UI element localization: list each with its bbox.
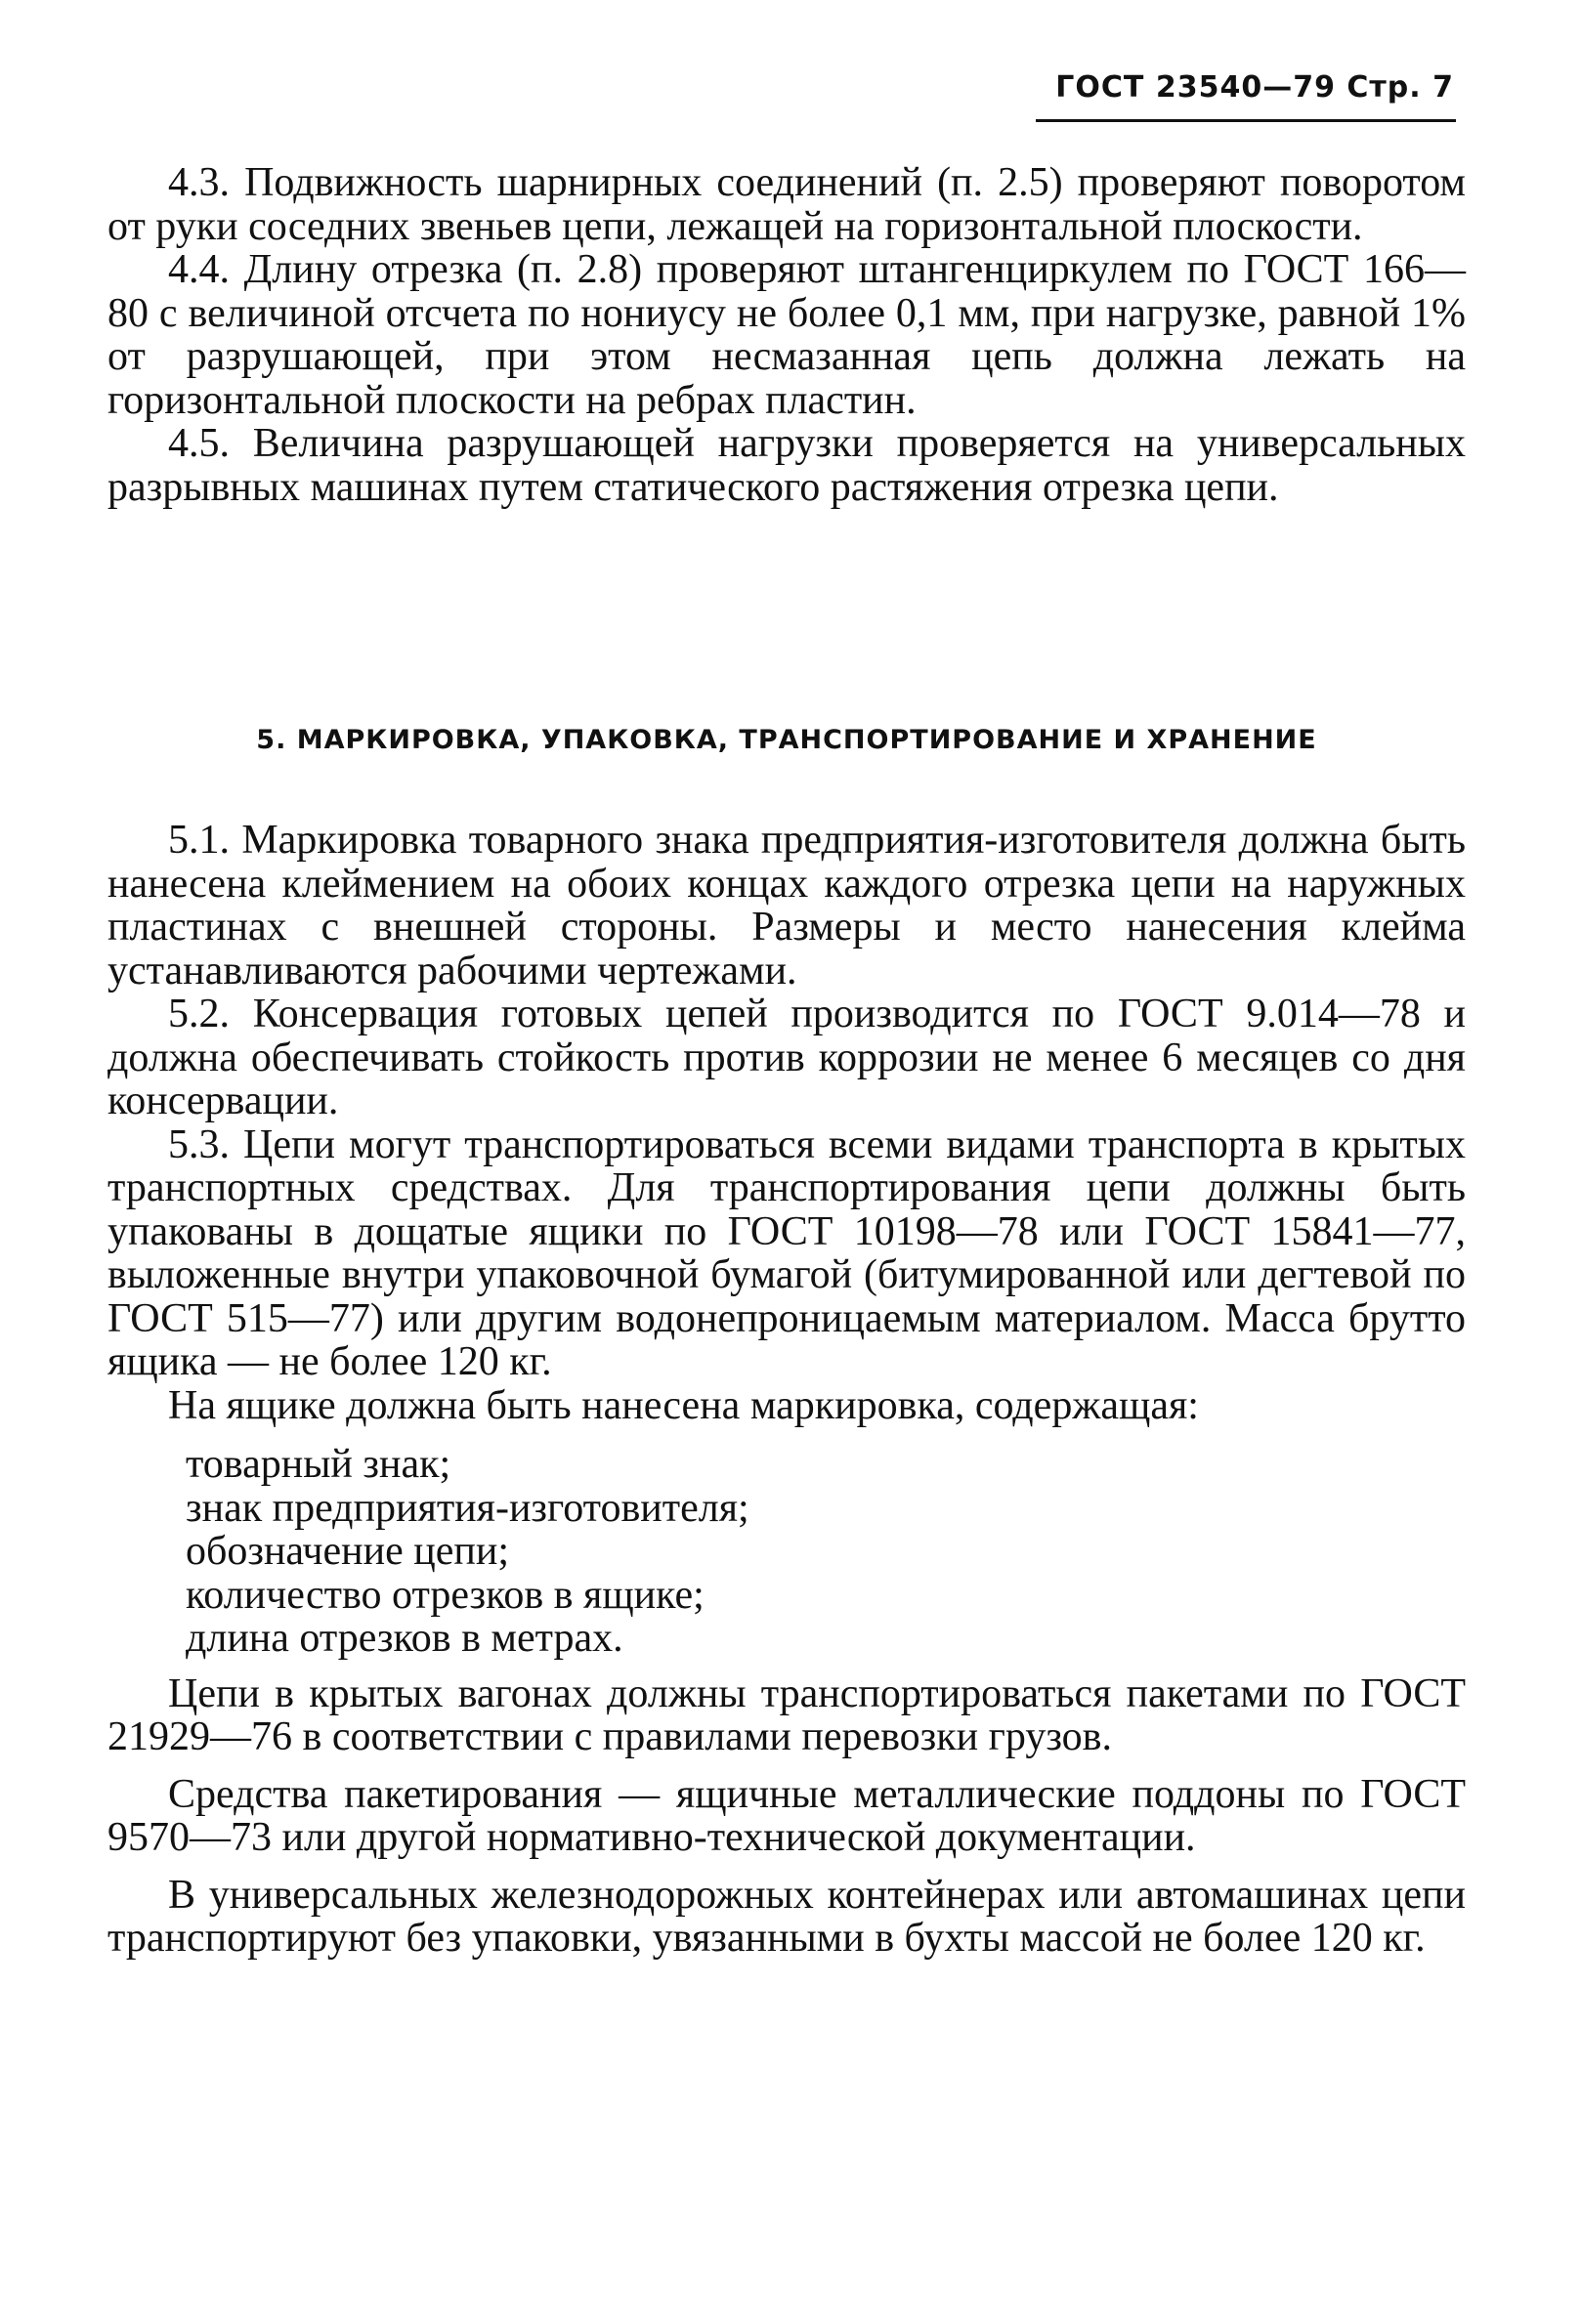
paragraph-5-1: 5.1. Маркировка товарного знака предприятия-изготовителя должна быть нанесена клеймением на обоих концах каждого отрезка цепи на наружных пластинах с внешней стороны. Размеры и место нанесения клейма устанавливаются рабочими чертежами. — [107, 818, 1466, 993]
paragraph-4-5: 4.5. Величина разрушающей нагрузки проверяется на универсальных разрывных машинах путем статического растяжения отрезка цепи. — [107, 421, 1466, 510]
marking-intro: На ящике должна быть нанесена маркировка, содержащая: — [168, 1382, 1199, 1428]
paragraph-packaging: Средства пакетирования — ящичные металлические поддоны по ГОСТ 9570—73 или другой нормативно-технической документации. — [107, 1771, 1466, 1860]
section-5-body — [107, 819, 1466, 1961]
paragraph-5-3: 5.3. Цепи могут транспортироваться всеми видами транспорта в крытых транспортных средствах. Для транспортирования цепи должны быть упакованы в дощатые ящики по ГОСТ 10198—78 или ГОСТ 15841—77, выложенные внутри упаковочной бумагой (битумированной или дегтевой по ГОСТ 515—77) или другим водонепроницаемым материалом. Масса брутто ящика — не более 120 кг. — [107, 1121, 1466, 1384]
list-item: обозначение цепи; — [186, 1529, 509, 1574]
list-item: количество отрезков в ящике; — [186, 1572, 705, 1618]
paragraph-containers: В универсальных железнодорожных контейнерах или автомашинах цепи транспортируют без упаковки, увязанными в бухты массой не более 120 кг. — [107, 1872, 1466, 1961]
marking-list — [107, 1443, 1466, 1661]
paragraph-wagons: Цепи в крытых вагонах должны транспортироваться пакетами по ГОСТ 21929—76 в соответствии с правилами перевозки грузов. — [107, 1670, 1466, 1759]
header-rule — [1036, 119, 1456, 122]
list-item: товарный знак; — [186, 1442, 451, 1487]
running-header: ГОСТ 23540—79 Стр. 7 — [1055, 70, 1454, 105]
list-item: знак предприятия-изготовителя; — [186, 1485, 749, 1531]
paragraph-4-3: 4.3. Подвижность шарнирных соединений (п. 2.5) проверяют поворотом от руки соседних звеньев цепи, лежащей на горизонтальной плоскости. — [107, 160, 1466, 249]
paragraph-5-2: 5.2. Консервация готовых цепей производится по ГОСТ 9.014—78 и должна обеспечивать стойкость против коррозии не менее 6 месяцев со дня консервации. — [107, 992, 1466, 1123]
section-4-body — [107, 161, 1466, 509]
section-5-heading: 5. МАРКИРОВКА, УПАКОВКА, ТРАНСПОРТИРОВАНИЕ И ХРАНЕНИЕ — [256, 725, 1317, 755]
list-item: длина отрезков в метрах. — [186, 1616, 623, 1661]
paragraph-4-4: 4.4. Длину отрезка (п. 2.8) проверяют штангенциркулем по ГОСТ 166—80 с величиной отсчета по нониусу не более 0,1 мм, при нагрузке, равной 1% от разрушающей, при этом несмазанная цепь должна лежать на горизонтальной плоскости на ребрах пластин. — [107, 247, 1466, 423]
